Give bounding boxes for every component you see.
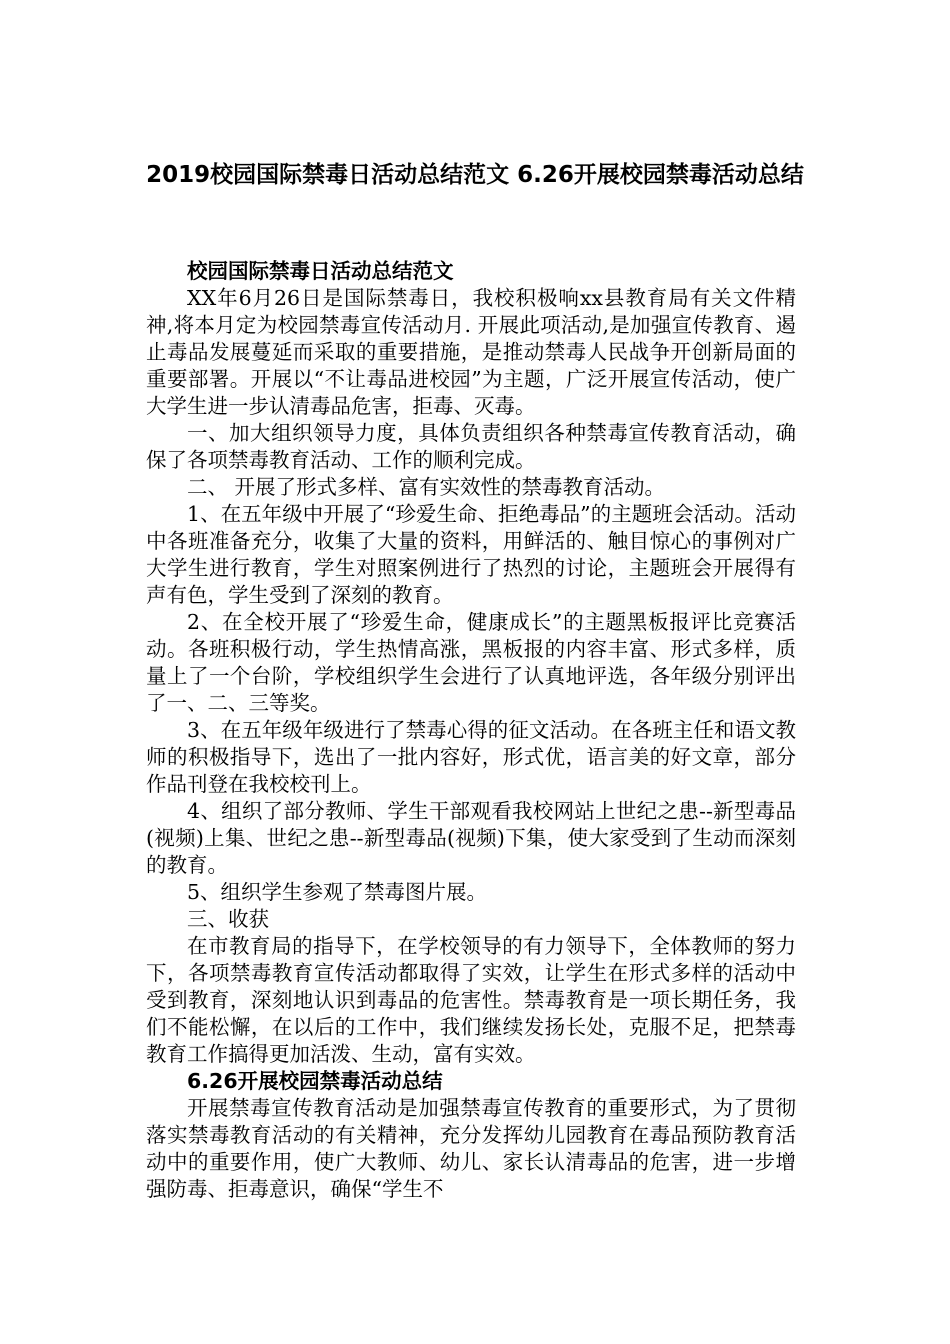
section-heading: 6.26开展校园禁毒活动总结 <box>187 1069 443 1093</box>
paragraph: 二、 开展了形式多样、富有实效性的禁毒教育活动。 <box>187 475 666 499</box>
section-heading: 校园国际禁毒日活动总结范文 <box>187 259 454 283</box>
document-body <box>146 258 796 1203</box>
paragraph: 1、在五年级中开展了“珍爱生命、拒绝毒品”的主题班会活动。活动中各班准备充分，收集了大量的资料，用鲜活的、触目惊心的事例对广大学生进行教育，学生对照案例进行了热烈的讨论，主题班会开展得有声有色，学生受到了深刻的教育。 <box>146 502 796 607</box>
paragraph: 5、组织学生参观了禁毒图片展。 <box>187 880 488 904</box>
paragraph: 在市教育局的指导下，在学校领导的有力领导下，全体教师的努力下，各项禁毒教育宣传活动都取得了实效，让学生在形式多样的活动中受到教育，深刻地认识到毒品的危害性。禁毒教育是一项长期任务，我们不能松懈，在以后的工作中，我们继续发扬长处，克服不足，把禁毒教育工作搞得更加活泼、生动，富有实效。 <box>146 934 796 1066</box>
document-title: 2019校园国际禁毒日活动总结范文 6.26开展校园禁毒活动总结 <box>146 162 804 188</box>
paragraph: 2、在全校开展了“珍爱生命，健康成长”的主题黑板报评比竞赛活动。各班积极行动，学生热情高涨，黑板报的内容丰富、形式多样，质量上了一个台阶，学校组织学生会进行了认真地评选，各年级分别评出了一、二、三等奖。 <box>146 610 796 715</box>
paragraph: 4、组织了部分教师、学生干部观看我校网站上世纪之患--新型毒品(视频)上集、世纪之患--新型毒品(视频)下集，使大家受到了生动而深刻的教育。 <box>146 799 796 877</box>
paragraph: 一、加大组织领导力度，具体负责组织各种禁毒宣传教育活动，确保了各项禁毒教育活动、工作的顺利完成。 <box>146 421 796 472</box>
paragraph: 3、在五年级年级进行了禁毒心得的征文活动。在各班主任和语文教师的积极指导下，选出了一批内容好，形式优，语言美的好文章，部分作品刊登在我校校刊上。 <box>146 718 796 796</box>
paragraph: 三、收获 <box>187 907 269 931</box>
paragraph: 开展禁毒宣传教育活动是加强禁毒宣传教育的重要形式，为了贯彻落实禁毒教育活动的有关精神，充分发挥幼儿园教育在毒品预防教育活动中的重要作用，使广大教师、幼儿、家长认清毒品的危害，进一步增强防毒、拒毒意识，确保“学生不 <box>146 1096 796 1201</box>
paragraph: XX年6月26日是国际禁毒日，我校积极响xx县教育局有关文件精神,将本月定为校园禁毒宣传活动月. 开展此项活动,是加强宣传教育、遏止毒品发展蔓延而采取的重要措施，是推动禁毒人民战争开创新局面的重要部署。开展以“不让毒品进校园”为主题，广泛开展宣传活动，使广大学生进一步认清毒品危害，拒毒、灭毒。 <box>146 286 796 418</box>
